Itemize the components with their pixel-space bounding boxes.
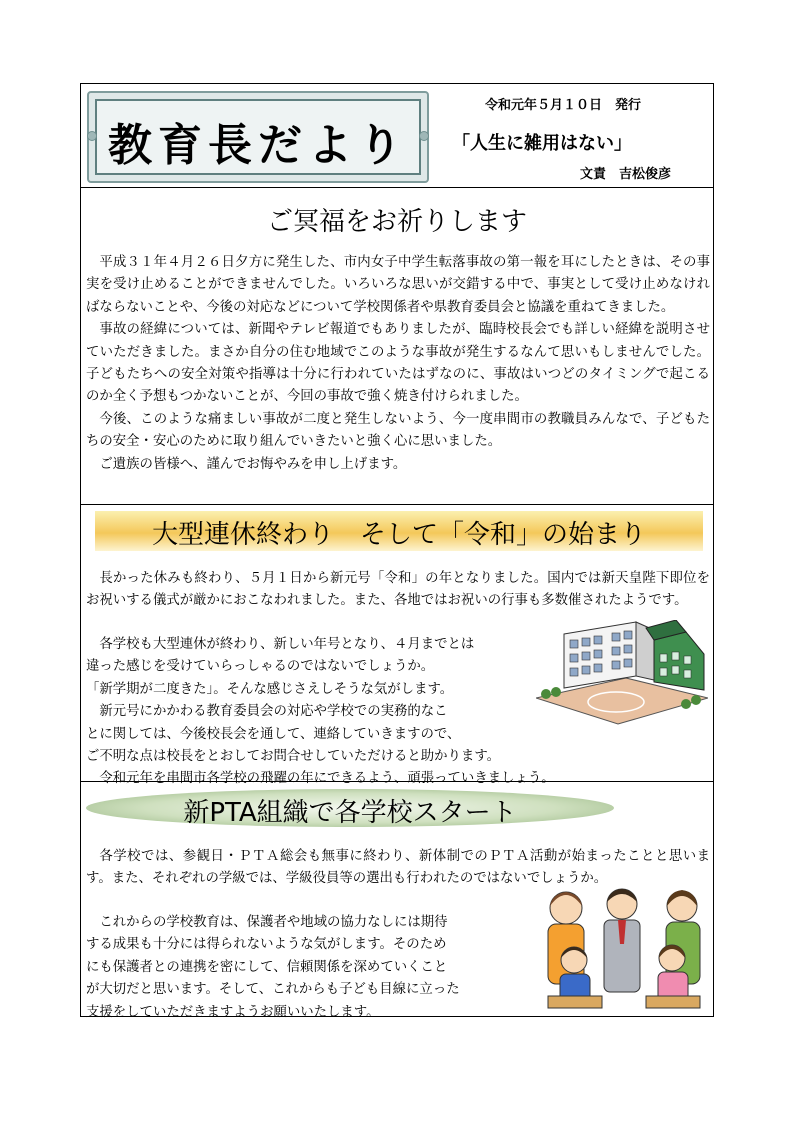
paragraph: ご遺族の皆様へ、謹んでお悔やみを申し上げます。: [99, 456, 407, 472]
family-people-illustration: [534, 884, 710, 1014]
text-line: ご不明な点は校長をとおしてお問合せしていただけると助かります。: [86, 749, 501, 765]
issue-date: 令和元年５月１０日 発行: [485, 98, 642, 113]
newsletter-title: 教育長だより: [108, 120, 408, 171]
section3-heading: 新PTA組織で各学校スタート: [183, 798, 517, 828]
author: 文責 吉松俊彦: [580, 167, 672, 182]
section2-body: [86, 634, 555, 791]
text-line: が大切だと思います。そして、これからも子ども目線に立った: [86, 982, 460, 998]
paragraph: 平成３１年４月２６日夕方に発生した、市内女子中学生転落事故の第一報を耳にしたときは、その事実を受け止めることができませんでした。いろいろな思いが交錯する中で、事実として受け止めなければならないことや、今後の対応などについて学校関係者や県教育委員会と協議を重ねてきました。: [86, 255, 710, 315]
paragraph: 各学校では、参観日・ＰＴＡ総会も無事に終わり、新体制でのＰＴＡ活動が始まったことと思います。また、それぞれの学級では、学級役員等の選出も行われたのではないでしょうか。: [86, 849, 710, 887]
text-line: 令和元年を串間市各学校の飛躍の年にできるよう、頑張っていきましょう。: [86, 771, 555, 787]
section2-banner: [95, 511, 703, 551]
text-line: 新元号にかかわる教育委員会の対応や学校での実務的なこ: [86, 704, 448, 720]
text-line: 支援をしていただきますようお願いいたします。: [86, 1004, 380, 1020]
text-line: 「新学期が二度きた」。そんな感じさえしそうな気がします。: [86, 681, 454, 697]
text-line: 各学校も大型連休が終わり、新しい年号となり、４月までとは: [86, 637, 475, 652]
section1-body: [86, 252, 710, 476]
section2-heading: 大型連休終わり そして「令和」の始まり: [151, 520, 646, 550]
divider: [80, 187, 714, 188]
school-building-illustration: [536, 620, 708, 730]
text-line: する成果も十分には得られないような気がします。そのため: [86, 937, 447, 953]
divider: [80, 504, 714, 505]
text-line: 違った感じを受けていらっしゃるのではないでしょうか。: [86, 659, 435, 675]
section2-intro: [86, 568, 710, 613]
motto: 「人生に雑用はない」: [452, 133, 632, 154]
paragraph: 事故の経緯については、新聞やテレビ報道でもありましたが、臨時校長会でも詳しい経緯を説明させていただきました。まさか自分の住む地域でこのような事故が発生するなんて思いもしませんでした。子どもたちへの安全対策や指導は十分に行われていたはずなのに、事故はいつどのタイミングで起こるのか全く予想もつかないことが、今回の事故で強く焼き付けられました。: [86, 322, 710, 405]
section3-body: [86, 912, 460, 1024]
text-line: とに関しては、今後校長会を通して、連絡していきますので、: [86, 726, 461, 742]
title-plate: [87, 91, 429, 183]
text-line: これからの学校教育は、保護者や地域の協力なしには期待: [86, 915, 448, 930]
section1-heading: ご冥福をお祈りします: [266, 207, 527, 237]
paragraph: 今後、このような痛ましい事故が二度と発生しないよう、今一度串間市の教職員みんなで、子どもたちの安全・安心のために取り組んでいきたいと強く心に思いました。: [86, 411, 710, 450]
paragraph: 長かった休みも終わり、５月１日から新元号「令和」の年となりました。国内では新天皇陛下即位をお祝いする儀式が厳かにおこなわれました。また、各地ではお祝いの行事も多数催されたようです。: [86, 571, 710, 609]
text-line: にも保護者との連携を密にして、信頼関係を深めていくこと: [86, 959, 448, 975]
section3-banner: [86, 789, 614, 827]
